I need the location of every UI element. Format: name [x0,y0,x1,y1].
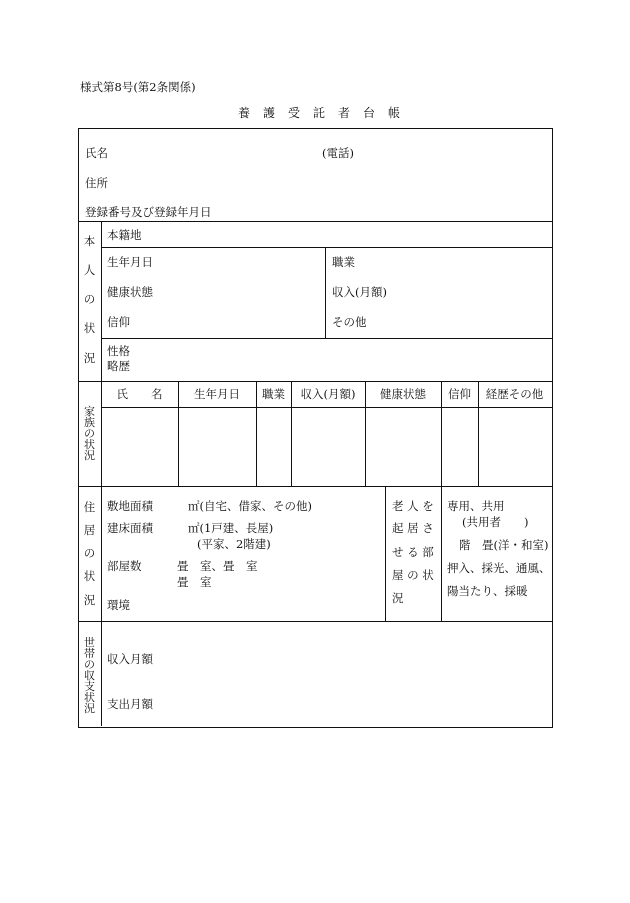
person-section-char: 本 [83,234,96,248]
site-area-note: ㎡(自宅、借家、その他) [188,499,312,513]
divider-line [78,621,552,622]
housing-section-char: 住 [83,500,96,514]
divider-line [325,247,326,338]
rooms-label: 部屋数 [107,559,142,573]
person-section-char: 人 [83,263,96,278]
rooms-note: 畳 室、畳 室 [177,559,258,573]
environment-label: 環境 [107,598,130,612]
housing-section-char: 況 [83,592,96,607]
section-divider-line [101,221,102,726]
housing-section-char: 居 [83,523,96,538]
divider-line [101,407,552,408]
divider-line [385,486,386,621]
budget-section-label [78,634,101,716]
floor-area-label: 建床面積 [107,521,153,535]
monthly-income-label: 収入月額 [107,652,153,666]
elder-room-detail-line: (共用者 ) [462,515,529,529]
housing-section-label [78,502,101,606]
family-section-char: の [84,426,95,440]
elder-room-detail-line: 専用、共用 [447,499,505,513]
family-column-header: 氏 名 [116,387,163,401]
site-area-label: 敷地面積 [107,499,153,513]
family-column-header: 信仰 [448,387,471,401]
elder-room-detail-line: 押入、採光、通風、 [447,561,551,575]
address-label: 住所 [85,176,108,190]
history-label: 略歴 [107,359,130,373]
family-section-char: 況 [84,448,95,462]
family-column-header: 収入(月額) [300,387,356,401]
family-section-char: 状 [84,437,95,451]
family-column-header: 健康状態 [380,387,426,401]
family-column-header: 経歴その他 [485,387,544,401]
family-column-header: 生年月日 [194,387,240,401]
domicile-label: 本籍地 [107,228,142,242]
divider-line [101,338,552,339]
name-label: 氏名 [85,146,108,160]
person-section-label [78,236,101,364]
budget-section-char: 収 [84,668,95,682]
budget-section-char: 支 [84,679,95,693]
budget-section-char: 世 [84,635,95,649]
monthly-expense-label: 支出月額 [107,697,153,711]
document-title: 養護受託者台帳 [238,106,414,120]
family-section-char: 族 [84,415,95,429]
floor-area-note-2: (平家、2階建) [197,537,271,551]
religion-label: 信仰 [107,315,130,329]
elder-room-detail-line: 陽当たり、採暖 [447,584,528,598]
budget-section-char: 状 [84,690,95,704]
elder-room-label-line: 老 人 を [392,499,434,513]
divider-line [441,486,442,621]
other-label: その他 [332,315,367,329]
family-column-header: 職業 [262,387,285,401]
divider-line [101,247,552,248]
budget-section-char: 帯 [84,646,95,660]
elder-room-label-line: せ る 部 [392,545,434,559]
person-section-char: 状 [83,321,96,336]
budget-section-char: の [84,657,95,671]
occupation-label: 職業 [332,255,355,269]
income-label: 収入(月額) [332,285,387,299]
floor-area-note: ㎡(1戸建、長屋) [188,521,274,535]
housing-section-char: の [83,546,96,561]
phone-label: (電話) [322,146,354,160]
birthdate-label: 生年月日 [107,255,153,269]
divider-line [78,381,552,382]
rooms-note-2: 畳 室 [177,575,212,589]
family-section-label [78,402,101,464]
health-label: 健康状態 [107,285,153,299]
form-number: 様式第8号(第2条関係) [80,80,196,94]
divider-line [78,221,552,222]
personality-label: 性格 [107,344,130,358]
person-section-char: 況 [83,350,96,365]
budget-section-char: 況 [84,701,95,715]
housing-section-char: 状 [83,569,96,584]
person-section-char: の [83,292,96,307]
elder-room-label-line: 屋 の 状 [392,568,434,582]
elder-room-label-line: 起 居 さ [392,521,434,535]
divider-line [78,486,552,487]
family-section-char: 家 [84,404,95,418]
elder-room-detail-line: 階 畳(洋・和室) [459,538,549,552]
elder-room-label-line: 況 [392,591,404,605]
registration-label: 登録番号及び登録年月日 [85,205,212,219]
